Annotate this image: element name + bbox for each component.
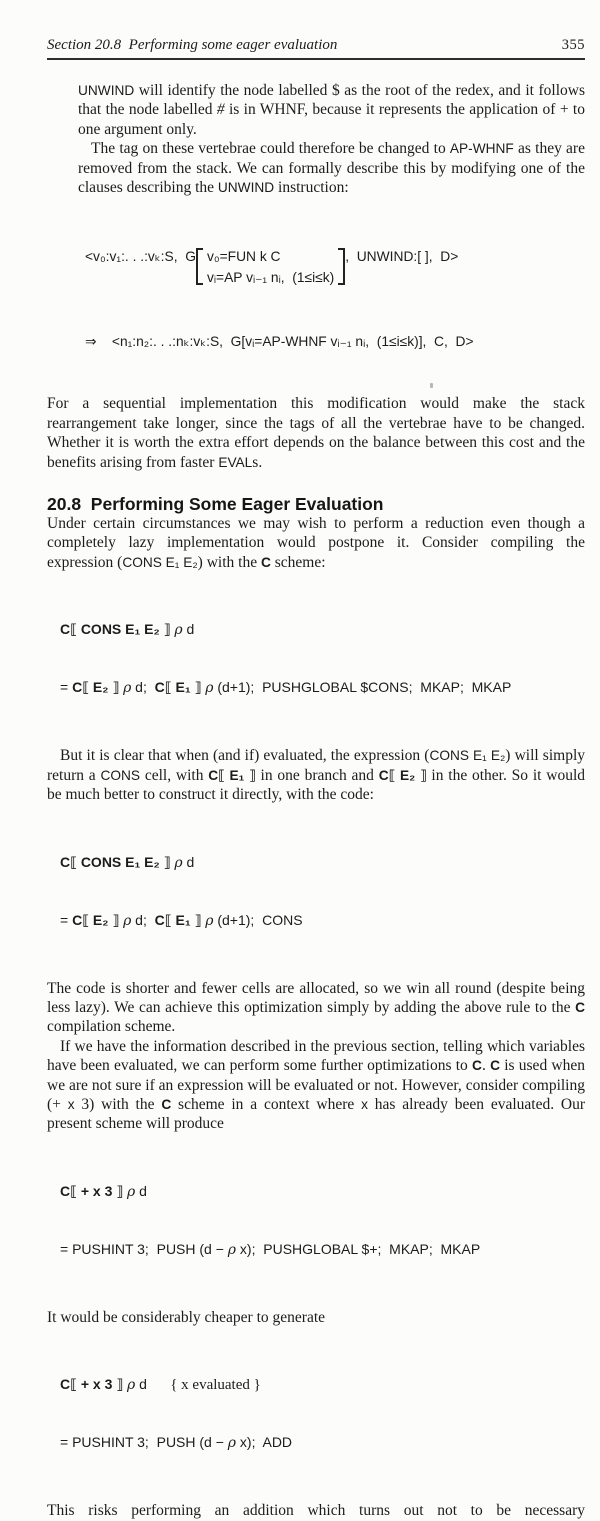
para-if-we-have: If we have the information described in the previous section, telling which variables have been evaluated, we can perform some further optimizations to C. C is used when we are not sure if an expression will be evaluated or not. However, consider compiling (+ x 3) with the C scheme in a context where x has already been evaluated. Our present scheme will produce <box>47 1037 586 1133</box>
code-line: = C⟦ E₂ ⟧ ρ d; C⟦ E₁ ⟧ ρ (d+1); PUSHGLOBAL $CONS; MKAP; MKAP <box>60 679 512 697</box>
code-block-cons-scheme <box>60 582 585 736</box>
code-line: C⟦ CONS E₁ E₂ ⟧ ρ d <box>60 621 195 639</box>
para-unwind: UNWIND will identify the node labelled $ as the root of the redex, and it follows that the node labelled # is in WHNF, because it represents the application of + to one argument only. <box>78 82 585 138</box>
left-bracket <box>196 248 203 285</box>
rule-bracket-body <box>203 246 338 288</box>
code-line: C⟦ + x 3 ⟧ ρ d <box>60 1182 147 1200</box>
page-number: 355 <box>561 37 585 53</box>
para-tag: The tag on these vertebrae could therefore be changed to AP-WHNF as they are removed from the stack. We can formally describe this by modifying one of the clauses describing the UNWIND instruction: <box>78 140 585 197</box>
intro-block <box>78 81 585 394</box>
right-bracket <box>338 248 345 285</box>
code-block-plus-eager <box>60 1337 585 1491</box>
rule-line-after: ⇒ <n₁:n₂:. . .:nₖ:vₖ:S, G[vᵢ=AP-WHNF vᵢ₋₁ nᵢ, (1≤i≤k)], C, D> <box>85 334 474 350</box>
para-shorter: The code is shorter and fewer cells are allocated, so we win all round (despite being less lazy). We can achieve this optimization simply by adding the above rule to the C compilation scheme. <box>47 979 585 1036</box>
para-sequential: For a sequential implementation this modification would make the stack rearrangement take longer, since the tags of all the vertebrae have to be changed. Whether it is worth the extra effort depends on the balance between this cost and the benefits arising from faster EVALs. <box>47 395 585 471</box>
running-header-title: Section 20.8 Performing some eager evaluation <box>47 37 338 53</box>
rule-line-before <box>85 246 585 288</box>
header-rule <box>47 58 585 60</box>
para-cheaper: It would be considerably cheaper to generate <box>47 1308 326 1326</box>
code-line: = PUSHINT 3; PUSH (d − ρ x); ADD <box>60 1434 293 1452</box>
scan-speck <box>430 383 433 388</box>
rule-post-text: , UNWIND:[ ], D> <box>345 249 459 265</box>
para-risks: This risks performing an addition which turns out not to be necessary <box>47 1502 585 1520</box>
rule-pre-text: <v₀:v₁:. . .:vₖ:S, G <box>85 249 196 265</box>
code-line: = PUSHINT 3; PUSH (d − ρ x); PUSHGLOBAL $+; MKAP; MKAP <box>60 1240 481 1258</box>
code-line: = C⟦ E₂ ⟧ ρ d; C⟦ E₁ ⟧ ρ (d+1); CONS <box>60 911 303 929</box>
rule-bracket-top: v₀=FUN k C <box>206 249 281 265</box>
rule-bracket-bottom: vᵢ=AP vᵢ₋₁ nᵢ, (1≤i≤k) <box>206 270 335 286</box>
code-block-cons-direct <box>60 815 585 969</box>
para-but: But it is clear that when (and if) evaluated, the expression (CONS E₁ E₂) will simply return a CONS cell, with C⟦ E₁ ⟧ in one branch and C⟦ E₂ ⟧ in the other. So it would be much better to construct it directly, with the code: <box>47 747 586 804</box>
running-header <box>47 36 585 54</box>
section-heading: 20.8 Performing Some Eager Evaluation <box>47 494 384 515</box>
unwind-rule-formula <box>85 204 585 394</box>
para-under: Under certain circumstances we may wish to perform a reduction even though a completely lazy implementation would postpone it. Consider compiling the expression (CONS E₁ E₂) with the C scheme: <box>47 515 585 571</box>
code-block-plus-lazy <box>60 1144 585 1298</box>
code-line: C⟦ + x 3 ⟧ ρ d { x evaluated } <box>60 1376 261 1394</box>
code-line: C⟦ CONS E₁ E₂ ⟧ ρ d <box>60 853 195 871</box>
